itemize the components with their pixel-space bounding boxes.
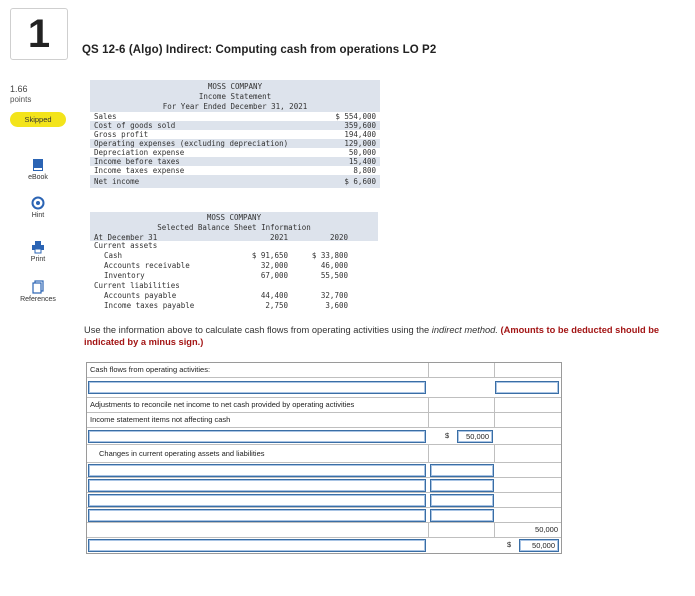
points-label: points [10,95,32,104]
table-row: Depreciation expense 50,000 [94,148,376,157]
table-row [87,363,561,378]
company-name: MOSS COMPANY [207,82,263,91]
table-row [87,378,561,398]
balance-sheet-title: Selected Balance Sheet Information [157,223,311,232]
table-row [87,398,561,413]
sidebar-item-references[interactable] [8,280,68,303]
table-row [87,493,561,508]
sidebar-item-label: eBook [28,174,48,181]
date-label: At December 31 [94,233,158,242]
description-input[interactable] [88,381,426,394]
changes-label: Changes in current operating assets and liabilities [87,445,429,462]
amount-input[interactable] [430,479,494,492]
table-row: Current liabilities [94,281,180,290]
dollar-sign: $ [445,431,450,440]
sidebar-item-label: Print [30,256,46,263]
income-statement-header [90,80,380,112]
adjustments-label: Adjustments to reconcile net income to net cash provided by operating activities [87,398,429,412]
amount-input[interactable] [430,494,494,507]
references-icon [31,280,45,294]
company-name: MOSS COMPANY [206,213,262,222]
table-row [87,428,561,445]
table-row: Cost of goods sold 359,600 [90,121,380,130]
table-row: Operating expenses (excluding depreciation) 129,000 [90,139,380,148]
sidebar-item-hint[interactable] [8,196,68,219]
noncash-items-label: Income statement items not affecting cash [87,413,429,427]
table-row [87,478,561,493]
table-row: Cash $ 91,650 $ 33,800 [104,251,348,260]
description-input[interactable] [88,539,426,552]
table-row [87,538,561,554]
question-number: 1 [10,8,68,60]
statement-title: Income Statement [198,92,272,101]
year-2021: 2021 [269,233,288,242]
dollar-sign: $ [507,540,512,549]
status-badge: Skipped [10,112,66,127]
table-row [87,523,561,538]
cash-flow-worksheet [86,362,562,554]
balance-sheet-header [90,212,378,241]
table-row: Income taxes expense 8,800 [94,166,376,175]
table-row: Current assets [94,241,158,250]
table-row [87,413,561,428]
table-row: Sales $ 554,000 [94,112,376,121]
table-row: Accounts receivable 32,000 46,000 [104,261,348,270]
hint-icon [31,196,45,210]
worksheet-header: Cash flows from operating activities: [87,363,429,377]
sidebar-item-print[interactable] [8,240,68,263]
table-row: Accounts payable 44,400 32,700 [104,291,348,300]
table-row: Gross profit 194,400 [94,130,376,139]
subtotal-value: 50,000 [535,525,558,534]
table-row: Income taxes payable 2,750 3,600 [104,301,348,310]
table-row: Income before taxes 15,400 [90,157,380,166]
table-row [87,463,561,478]
ebook-icon [31,158,45,172]
sidebar-item-ebook[interactable] [8,158,68,181]
table-row [87,445,561,463]
balance-sheet [90,212,378,318]
statement-period: For Year Ended December 31, 2021 [162,102,308,111]
income-statement [90,80,380,198]
sidebar-item-label: Hint [31,212,45,219]
description-input[interactable] [88,494,426,507]
description-input[interactable] [88,464,426,477]
description-input[interactable] [88,509,426,522]
table-row: Net income $ 6,600 [90,175,380,188]
total-amount-input[interactable]: 50,000 [519,539,559,552]
sidebar-item-label: References [20,296,56,303]
print-icon [31,240,45,254]
points-value: 1.66 [10,84,28,94]
amount-input[interactable] [430,509,494,522]
description-input[interactable] [88,430,426,443]
noncash-amount-input[interactable]: 50,000 [457,430,493,443]
year-2020: 2020 [329,233,348,242]
question-title: QS 12-6 (Algo) Indirect: Computing cash from operations LO P2 [82,44,437,56]
amount-input[interactable] [495,381,559,394]
table-row: Inventory 67,000 55,500 [104,271,348,280]
table-row [87,508,561,523]
description-input[interactable] [88,479,426,492]
instructions: Use the information above to calculate cash flows from operating activities using the indirect method. (Amounts to be deducted should be indicated by a minus sign.) [84,325,660,347]
amount-input[interactable] [430,464,494,477]
